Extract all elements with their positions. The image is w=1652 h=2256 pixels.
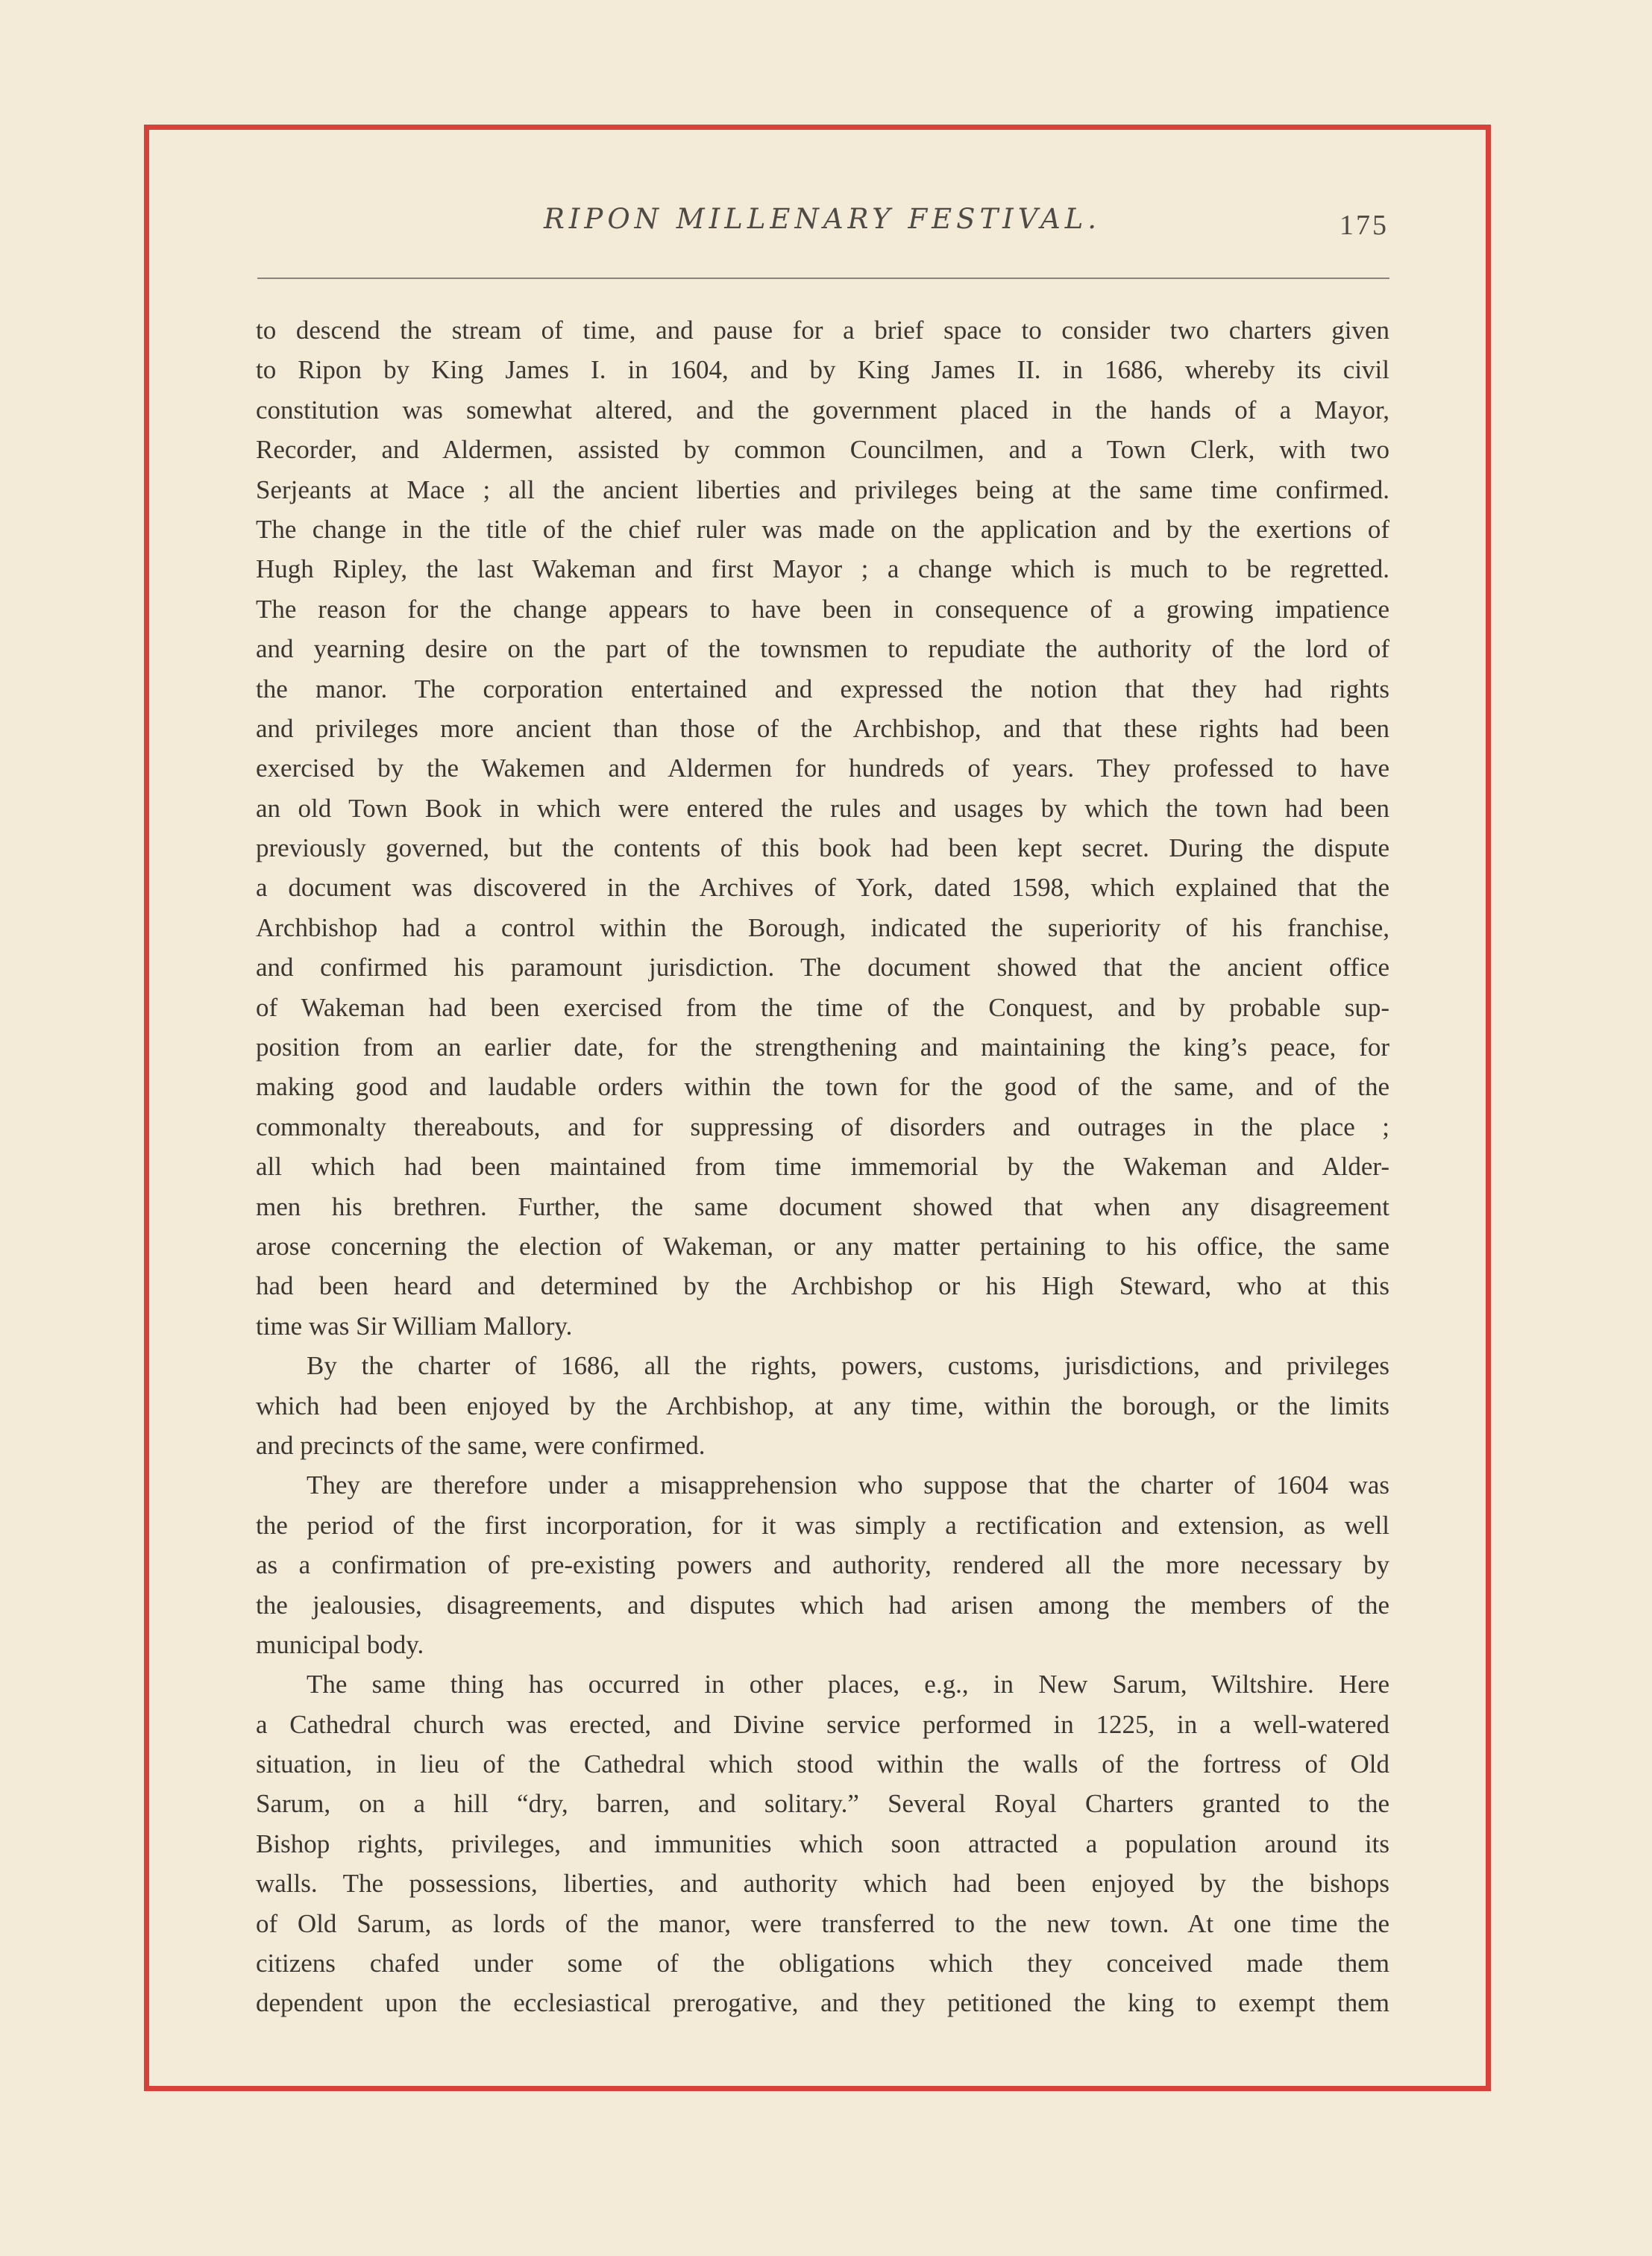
text-line: and yearning desire on the part of the townsmen to repudiate the authority of the lord of [256,634,1389,664]
page-number: 175 [1339,210,1389,241]
text-line: the manor. The corporation entertained and expressed the notion that they had rights [256,674,1389,704]
text-line: Recorder, and Aldermen, assisted by common Councilmen, and a Town Clerk, with two [256,435,1389,465]
text-line: time was Sir William Mallory. [256,1311,573,1341]
text-line: and privileges more ancient than those of the Archbishop, and that these rights had been [256,713,1389,743]
text-line: to descend the stream of time, and pause for a brief space to consider two charters given [256,316,1389,345]
text-line: an old Town Book in which were entered the rules and usages by which the town had been [256,793,1389,823]
text-line: Bishop rights, privileges, and immunities which soon attracted a population around its [256,1829,1389,1858]
text-line: Archbishop had a control within the Borough, indicated the superiority of his franchise, [256,912,1389,942]
page-header [257,203,1387,255]
paragraph [256,310,1389,1346]
text-line: By the charter of 1686, all the rights, powers, customs, jurisdictions, and privileges [307,1351,1389,1381]
text-line: They are therefore under a misapprehension who suppose that the charter of 1604 was [307,1470,1389,1500]
text-line: a document was discovered in the Archives of York, dated 1598, which explained that the [256,873,1389,903]
text-line: of Wakeman had been exercised from the time of the Conquest, and by probable sup- [256,992,1389,1022]
text-line: walls. The possessions, liberties, and authority which had been enjoyed by the bishops [256,1869,1389,1899]
text-line: the period of the first incorporation, for it was simply a rectification and extension, as well [256,1510,1389,1540]
text-line: The same thing has occurred in other places, e.g., in New Sarum, Wiltshire. Here [307,1670,1389,1699]
text-line: of Old Sarum, as lords of the manor, were transferred to the new town. At one time the [256,1908,1389,1938]
text-line: exercised by the Wakemen and Aldermen for hundreds of years. They professed to have [256,753,1389,783]
text-line: situation, in lieu of the Cathedral which stood within the walls of the fortress of Old [256,1749,1389,1779]
text-line: The reason for the change appears to have been in consequence of a growing impatience [256,594,1389,624]
text-line: Serjeants at Mace ; all the ancient liberties and privileges being at the same time confirmed. [256,474,1389,504]
text-line: and precincts of the same, were confirmed. [256,1430,706,1460]
text-line: the jealousies, disagreements, and disputes which had arisen among the members of the [256,1590,1389,1620]
text-line: dependent upon the ecclesiastical prerogative, and they petitioned the king to exempt them [256,1988,1389,2018]
text-line: citizens chafed under some of the obligations which they conceived made them [256,1949,1389,1978]
text-line: a Cathedral church was erected, and Divine service performed in 1225, in a well-watered [256,1709,1389,1739]
text-line: constitution was somewhat altered, and the government placed in the hands of a Mayor, [256,395,1389,424]
text-line: had been heard and determined by the Archbishop or his High Steward, who at this [256,1271,1389,1301]
text-line: position from an earlier date, for the strengthening and maintaining the king’s peace, for [256,1033,1389,1062]
text-line: to Ripon by King James I. in 1604, and by King James II. in 1686, whereby its civil [256,355,1389,385]
text-line: Hugh Ripley, the last Wakeman and first Mayor ; a change which is much to be regretted. [256,554,1389,584]
text-line: previously governed, but the contents of this book had been kept secret. During the dispute [256,833,1389,863]
text-line: as a confirmation of pre-existing powers and authority, rendered all the more necessary by [256,1550,1389,1580]
text-line: and confirmed his paramount jurisdiction. The document showed that the ancient office [256,953,1389,983]
paragraph [256,1664,1389,2023]
paragraph [256,1465,1389,1664]
text-line: which had been enjoyed by the Archbishop, at any time, within the borough, or the limits [256,1391,1389,1420]
text-line: arose concerning the election of Wakeman, or any matter pertaining to his office, the same [256,1231,1389,1261]
running-title: RIPON MILLENARY FESTIVAL. [543,203,1102,235]
header-rule [257,278,1389,279]
text-line: municipal body. [256,1629,424,1659]
paragraph [256,1346,1389,1465]
text-line: men his brethren. Further, the same document showed that when any disagreement [256,1191,1389,1221]
text-line: making good and laudable orders within the town for the good of the same, and of the [256,1072,1389,1102]
body-text [256,310,1389,2023]
text-line: Sarum, on a hill “dry, barren, and solitary.” Several Royal Charters granted to the [256,1789,1389,1819]
text-line: all which had been maintained from time immemorial by the Wakeman and Alder- [256,1152,1389,1182]
text-line: The change in the title of the chief ruler was made on the application and by the exertions of [256,514,1389,544]
text-line: commonalty thereabouts, and for suppressing of disorders and outrages in the place ; [256,1112,1389,1141]
